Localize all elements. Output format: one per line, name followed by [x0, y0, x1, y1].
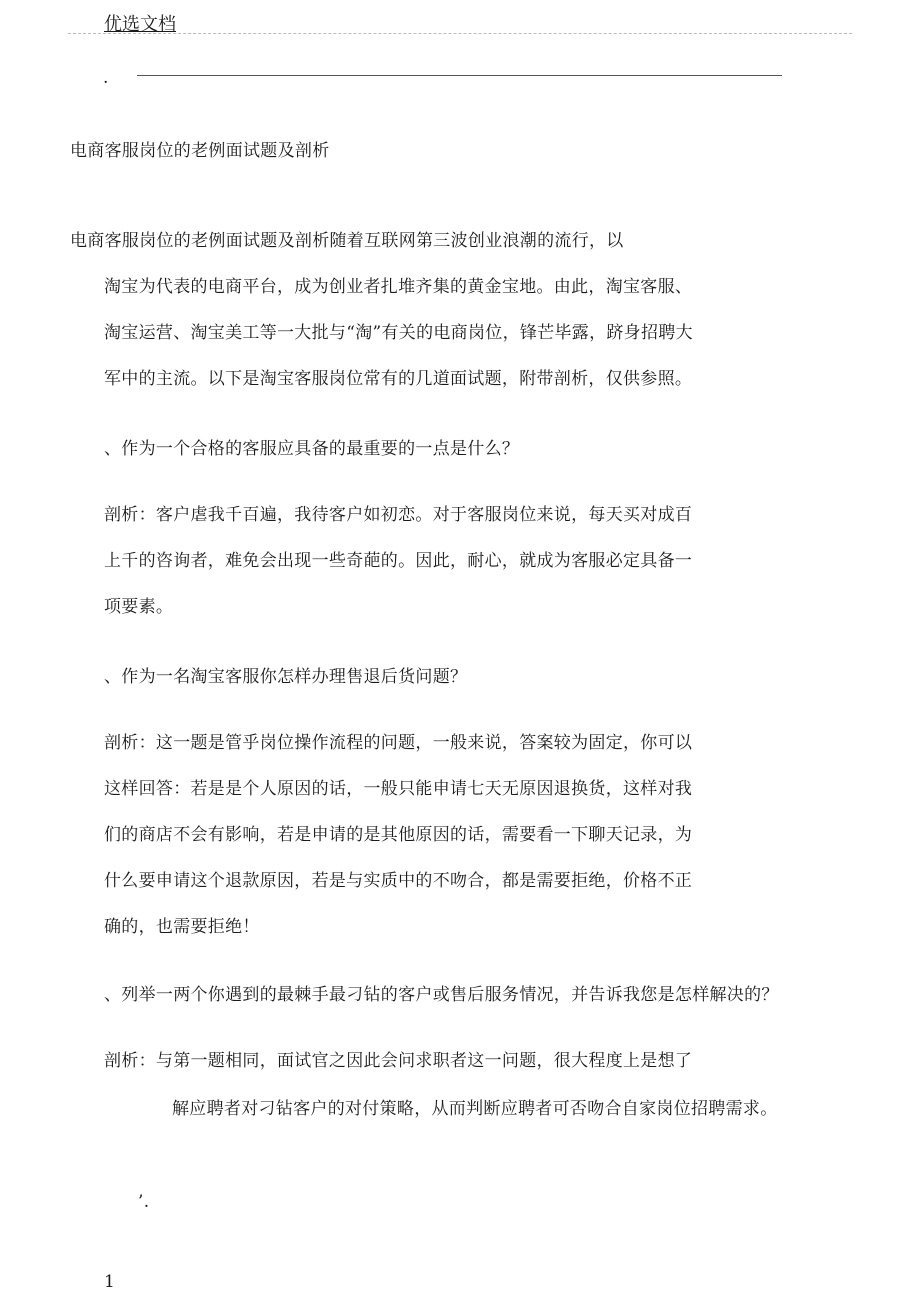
answer-3-line: 剖析：与第一题相同，面试官之因此会问求职者这一问题，很大程度上是想了: [104, 1051, 693, 1071]
answer-1-line: 剖析：客户虐我千百遍，我待客户如初恋。对于客服岗位来说，每天买对成百: [104, 505, 693, 525]
answer-2-line: 这样回答：若是是个人原因的话，一般只能申请七天无原因退换货，这样对我: [104, 779, 693, 799]
header-divider: [68, 33, 852, 34]
document-title: 电商客服岗位的老例面试题及剖析: [70, 141, 330, 161]
answer-1-line: 上千的咨询者，难免会出现一些奇葩的。因此，耐心，就成为客服必定具备一: [104, 551, 693, 571]
intro-line: 军中的主流。以下是淘宝客服岗位常有的几道面试题，附带剖析，仅供参照。: [104, 369, 693, 389]
answer-2-line: 剖析：这一题是管乎岗位操作流程的问题，一般来说，答案较为固定，你可以: [104, 733, 693, 753]
top-rule: [137, 75, 782, 76]
dot-mark-top: .: [103, 68, 109, 88]
intro-line: 电商客服岗位的老例面试题及剖析随着互联网第三波创业浪潮的流行，以: [70, 231, 624, 251]
page-number: 1: [104, 1272, 116, 1292]
header-label: 优选文档: [104, 14, 176, 35]
intro-line: 淘宝运营、淘宝美工等一大批与“淘”有关的电商岗位，锋芒毕露，跻身招聘大: [104, 323, 693, 343]
dot-mark-bottom: ’.: [138, 1192, 150, 1212]
answer-2-line: 们的商店不会有影响，若是申请的是其他原因的话，需要看一下聊天记录，为: [104, 825, 693, 845]
question-2: 、作为一名淘宝客服你怎样办理售退后货问题？: [104, 667, 468, 687]
answer-3-line: 解应聘者对刁钻客户的对付策略，从而判断应聘者可否吻合自家岗位招聘需求。: [172, 1099, 778, 1119]
question-1: 、作为一个合格的客服应具备的最重要的一点是什么？: [104, 439, 520, 459]
intro-line: 淘宝为代表的电商平台，成为创业者扎堆齐集的黄金宝地。由此，淘宝客服、: [104, 277, 693, 297]
question-3: 、列举一两个你遇到的最棘手最刁钻的客户或售后服务情况，并告诉我您是怎样解决的？: [104, 985, 779, 1005]
answer-1-line: 项要素。: [104, 597, 174, 617]
answer-2-line: 什么要申请这个退款原因，若是与实质中的不吻合，都是需要拒绝，价格不正: [104, 871, 693, 891]
answer-2-line: 确的，也需要拒绝！: [104, 917, 260, 937]
